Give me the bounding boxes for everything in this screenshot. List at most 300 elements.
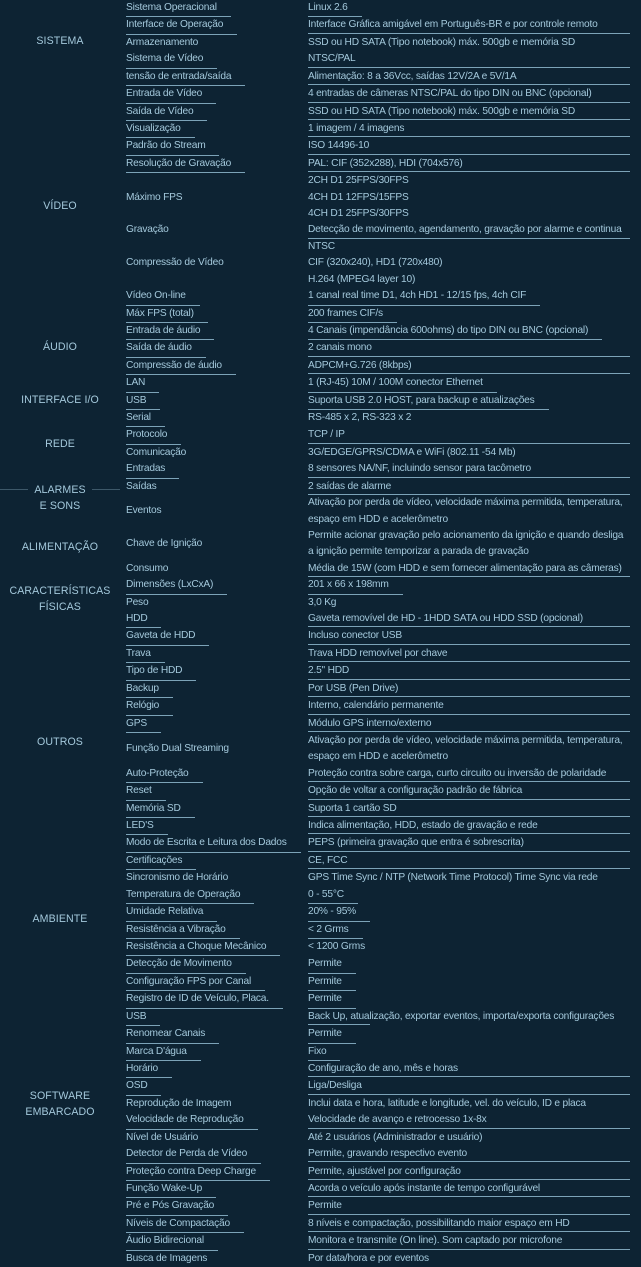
spec-label: Reprodução de Imagem bbox=[126, 1097, 232, 1109]
spec-label: Máx FPS (total) bbox=[126, 306, 208, 323]
spec-row bbox=[126, 783, 641, 800]
spec-value: 3,0 Kg bbox=[308, 596, 337, 608]
category-label-outros bbox=[0, 734, 120, 750]
spec-row bbox=[126, 1164, 641, 1181]
spec-label: Auto-Proteção bbox=[126, 766, 203, 783]
spec-value-cell bbox=[308, 1198, 630, 1215]
spec-value-text: Permite bbox=[308, 956, 356, 973]
spec-value: Alimentação: 8 a 36Vcc, saídas 12V/2A e 5V/1A bbox=[308, 69, 630, 85]
spec-value: Ativação por perda de vídeo, velocidade máxima permitida, temperatura, bbox=[308, 497, 623, 509]
spec-label: LED'S bbox=[126, 818, 168, 835]
spec-value: 2.5" HDD bbox=[308, 663, 630, 679]
spec-label-cell bbox=[126, 1078, 308, 1095]
category-text-line: ALIMENTAÇÃO bbox=[21, 541, 99, 554]
spec-row bbox=[126, 17, 641, 34]
spec-label-cell bbox=[126, 1216, 308, 1233]
spec-row bbox=[126, 495, 641, 528]
spec-row bbox=[126, 461, 641, 478]
spec-value: Incluso conector USB bbox=[308, 628, 630, 644]
spec-label: Padrão do Stream bbox=[126, 138, 219, 155]
category-label-video bbox=[0, 198, 120, 214]
spec-value bbox=[308, 288, 630, 304]
spec-value: NTSC/PAL bbox=[308, 51, 630, 67]
spec-label-cell bbox=[126, 445, 308, 461]
spec-value-cell bbox=[308, 577, 630, 594]
spec-value: Velocidade de avanço e retrocesso 1x-8x bbox=[308, 1112, 630, 1128]
category-text-line: E SONS bbox=[39, 499, 81, 512]
spec-value: CIF (320x240), HD1 (720x480) bbox=[308, 257, 443, 269]
spec-label: Trava bbox=[126, 646, 165, 663]
spec-label-cell bbox=[126, 853, 308, 870]
spec-value: Configuração de ano, mês e horas bbox=[308, 1061, 630, 1077]
spec-label: Saídas bbox=[126, 480, 157, 492]
spec-value-cell bbox=[308, 818, 630, 835]
spec-value-cell bbox=[308, 156, 630, 173]
spec-value: Trava HDD removível por chave bbox=[308, 646, 630, 662]
section-interface-io bbox=[0, 375, 641, 427]
spec-value: Back Up, atualização, exportar eventos, importa/exporta configurações bbox=[308, 1009, 630, 1025]
category-label-audio bbox=[0, 339, 120, 355]
spec-label-cell bbox=[126, 17, 308, 34]
spec-row bbox=[126, 681, 641, 698]
category-text-line: AMBIENTE bbox=[32, 912, 88, 925]
section-outros bbox=[0, 611, 641, 887]
spec-value: ADPCM+G.726 (8kbps) bbox=[308, 358, 630, 374]
spec-label: Backup bbox=[126, 681, 173, 698]
spec-value bbox=[308, 1044, 630, 1060]
spec-label-cell bbox=[126, 801, 308, 818]
section-caracteristicas-fisicas bbox=[0, 577, 641, 611]
spec-value: H.264 (MPEG4 layer 10) bbox=[308, 273, 416, 285]
spec-label-cell bbox=[126, 288, 308, 305]
spec-label-cell bbox=[126, 427, 308, 444]
spec-label-cell bbox=[126, 1026, 308, 1043]
spec-label-cell bbox=[126, 939, 308, 956]
spec-value-cell bbox=[308, 561, 630, 577]
spec-row bbox=[126, 358, 641, 375]
spec-row bbox=[126, 121, 641, 138]
spec-label: Detecção de Movimento bbox=[126, 956, 246, 973]
spec-value-cell bbox=[308, 1112, 630, 1129]
spec-label: Temperatura de Operação bbox=[126, 887, 254, 904]
spec-value-text: Permite bbox=[308, 991, 356, 1008]
spec-row bbox=[126, 991, 641, 1008]
spec-row bbox=[126, 410, 641, 427]
spec-label: Sincronismo de Horário bbox=[126, 872, 229, 884]
spec-label: OSD bbox=[126, 1078, 161, 1095]
spec-label-cell bbox=[126, 358, 308, 375]
category-text-line: ÁUDIO bbox=[42, 341, 78, 354]
section-alimentacao bbox=[0, 528, 641, 577]
spec-value bbox=[308, 991, 630, 1007]
spec-label: Certificações bbox=[126, 853, 196, 870]
spec-value-cell bbox=[308, 17, 630, 34]
spec-row bbox=[126, 288, 641, 305]
spec-value-cell bbox=[308, 1130, 630, 1146]
spec-label-cell bbox=[126, 611, 308, 628]
spec-value: 4CH D1 25FPS/30FPS bbox=[308, 208, 409, 220]
spec-value-cell bbox=[308, 646, 630, 663]
spec-value-cell bbox=[308, 288, 630, 305]
spec-label-cell bbox=[126, 595, 308, 611]
category-text bbox=[0, 1104, 120, 1120]
spec-label: Visualização bbox=[126, 121, 195, 138]
spec-row bbox=[126, 922, 641, 939]
spec-row bbox=[126, 1112, 641, 1129]
spec-label: Relógio bbox=[126, 698, 173, 715]
spec-value-cell bbox=[308, 35, 630, 51]
spec-label: Vídeo On-line bbox=[126, 288, 200, 305]
spec-row bbox=[126, 1130, 641, 1146]
spec-value: Ativação por perda de vídeo, velocidade máxima permitida, temperatura, bbox=[308, 734, 623, 746]
spec-value: SSD ou HD SATA (Tipo notebook) máx. 500gb e memória SD bbox=[308, 36, 576, 48]
spec-label: Gravação bbox=[126, 224, 169, 236]
spec-value bbox=[308, 393, 630, 409]
spec-value-cell bbox=[308, 1078, 630, 1095]
spec-value-cell bbox=[308, 611, 630, 628]
spec-row bbox=[126, 1009, 641, 1026]
spec-value-cell bbox=[308, 716, 630, 733]
spec-value: 8 sensores NA/NF, incluindo sensor para tacômetro bbox=[308, 461, 630, 477]
spec-value-cell bbox=[308, 0, 630, 17]
spec-value-cell bbox=[308, 733, 630, 766]
spec-value-text: Suporta USB 2.0 HOST, para backup e atualizações bbox=[308, 393, 549, 410]
spec-row bbox=[126, 1251, 641, 1267]
spec-value-cell bbox=[308, 222, 630, 238]
spec-label-cell bbox=[126, 104, 308, 121]
spec-value-text: Permite bbox=[308, 974, 356, 991]
spec-value-cell bbox=[308, 138, 630, 155]
spec-value-cell bbox=[308, 595, 630, 611]
spec-row bbox=[126, 1181, 641, 1198]
spec-label: Saída de Vídeo bbox=[126, 104, 207, 121]
spec-row bbox=[126, 528, 641, 561]
spec-label: Memória SD bbox=[126, 801, 195, 818]
spec-value-cell bbox=[308, 358, 630, 375]
spec-value: GPS Time Sync / NTP (Network Time Protocol) Time Sync via rede bbox=[308, 872, 598, 884]
spec-value-cell bbox=[308, 1026, 630, 1043]
spec-value-cell bbox=[308, 495, 630, 528]
spec-row bbox=[126, 646, 641, 663]
spec-label-cell bbox=[126, 173, 308, 222]
spec-label-cell bbox=[126, 495, 308, 528]
spec-value: 8 níveis e compactação, possibilitando maior espaço em HD bbox=[308, 1216, 630, 1232]
spec-value: NTSC bbox=[308, 240, 335, 252]
spec-label: Marca D'água bbox=[126, 1044, 201, 1061]
spec-row bbox=[126, 35, 641, 51]
spec-row bbox=[126, 393, 641, 410]
spec-label: HDD bbox=[126, 611, 161, 628]
spec-row bbox=[126, 766, 641, 783]
category-label-alimentacao bbox=[0, 539, 120, 555]
spec-value bbox=[308, 375, 630, 391]
spec-row bbox=[126, 835, 641, 852]
spec-label: Gaveta de HDD bbox=[126, 628, 209, 645]
spec-row bbox=[126, 974, 641, 991]
spec-value: PEPS (primeira gravação que entra é sobrescrita) bbox=[308, 835, 630, 851]
spec-value bbox=[308, 577, 630, 593]
spec-value: Detecção de movimento, agendamento, gravação por alarme e continua bbox=[308, 222, 630, 238]
spec-label-cell bbox=[126, 974, 308, 991]
spec-label: Armazenamento bbox=[126, 36, 199, 48]
spec-value: Até 2 usuários (Administrador e usuário) bbox=[308, 1131, 483, 1143]
spec-label: Configuração FPS por Canal bbox=[126, 974, 265, 991]
category-label-sistema bbox=[0, 33, 120, 49]
spec-value: < 1200 Grms bbox=[308, 941, 365, 953]
spec-label: Função Dual Streaming bbox=[126, 743, 229, 755]
spec-label: Chave de Ignição bbox=[126, 538, 203, 550]
spec-value-cell bbox=[308, 410, 630, 427]
spec-value: SSD ou HD SATA (Tipo notebook) máx. 500gb e memória SD bbox=[308, 104, 630, 120]
category-text bbox=[0, 539, 120, 555]
spec-label-cell bbox=[126, 681, 308, 698]
spec-value: Indica alimentação, HDD, estado de gravação e rede bbox=[308, 818, 630, 834]
spec-value-cell bbox=[308, 870, 630, 886]
category-text bbox=[0, 339, 120, 355]
category-text-line: VÍDEO bbox=[43, 199, 77, 212]
spec-value-cell bbox=[308, 681, 630, 698]
spec-label: Entradas bbox=[126, 461, 179, 478]
spec-label-cell bbox=[126, 1009, 308, 1026]
spec-label: Reset bbox=[126, 783, 166, 800]
spec-value-text: 0 - 55°C bbox=[308, 887, 358, 904]
spec-value: 1 imagem / 4 imagens bbox=[308, 121, 630, 137]
spec-label-cell bbox=[126, 1233, 308, 1250]
spec-value-cell bbox=[308, 1146, 630, 1163]
spec-row bbox=[126, 104, 641, 121]
spec-label: Proteção contra Deep Charge bbox=[126, 1164, 270, 1181]
category-label-software-embarcado bbox=[0, 1088, 120, 1120]
spec-value: Interface Gráfica amigável em Português-BR e por controle remoto bbox=[308, 17, 630, 33]
spec-value: a ignição permite temporizar a parada de gravação bbox=[308, 546, 529, 558]
spec-value-cell bbox=[308, 1233, 630, 1250]
spec-label-cell bbox=[126, 1164, 308, 1181]
spec-row bbox=[126, 479, 641, 495]
spec-value: 3G/EDGE/GPRS/CDMA e WiFi (802.11 -54 Mb) bbox=[308, 446, 516, 458]
spec-value: Média de 15W (com HDD e sem fornecer alimentação para as câmeras) bbox=[308, 561, 630, 577]
spec-value: Opção de voltar a configuração padrão de fábrica bbox=[308, 783, 630, 799]
spec-label-cell bbox=[126, 887, 308, 904]
section-software-embarcado bbox=[0, 956, 641, 1267]
spec-value-cell bbox=[308, 427, 630, 444]
spec-value-cell bbox=[308, 461, 630, 478]
spec-value bbox=[308, 1026, 630, 1042]
spec-row bbox=[126, 222, 641, 238]
spec-label: Renomear Canais bbox=[126, 1026, 219, 1043]
spec-value-cell bbox=[308, 86, 630, 103]
spec-value: Interno, calendário permanente bbox=[308, 698, 630, 714]
spec-row bbox=[126, 887, 641, 904]
spec-row bbox=[126, 138, 641, 155]
spec-label-cell bbox=[126, 577, 308, 594]
spec-value-cell bbox=[308, 904, 630, 921]
section-video bbox=[0, 173, 641, 323]
spec-label-cell bbox=[126, 1112, 308, 1129]
spec-label-cell bbox=[126, 69, 308, 86]
category-text bbox=[0, 198, 120, 214]
spec-value: Monitora e transmite (On line). Som captado por microfone bbox=[308, 1233, 630, 1249]
spec-row bbox=[126, 663, 641, 680]
spec-label-cell bbox=[126, 870, 308, 886]
spec-row bbox=[126, 818, 641, 835]
spec-value bbox=[308, 956, 630, 972]
spec-label: Sistema Operacional bbox=[126, 0, 231, 17]
spec-row bbox=[126, 239, 641, 288]
spec-value-cell bbox=[308, 1044, 630, 1061]
spec-label-cell bbox=[126, 479, 308, 495]
spec-label: Comunicação bbox=[126, 446, 187, 458]
spec-label: Tipo de HDD bbox=[126, 663, 196, 680]
spec-row bbox=[126, 853, 641, 870]
spec-label-cell bbox=[126, 410, 308, 427]
spec-label: Saída de áudio bbox=[126, 340, 206, 357]
spec-label: Pré e Pós Gravação bbox=[126, 1198, 228, 1215]
spec-value-cell bbox=[308, 340, 630, 357]
spec-value bbox=[308, 974, 630, 990]
category-text-line: EMBARCADO bbox=[25, 1105, 95, 1118]
spec-label-cell bbox=[126, 646, 308, 663]
spec-value-text: < 2 Grms bbox=[308, 922, 363, 939]
spec-value-cell bbox=[308, 887, 630, 904]
category-text bbox=[0, 498, 120, 514]
spec-label-cell bbox=[126, 716, 308, 733]
spec-value-cell bbox=[308, 663, 630, 680]
category-text-line: OUTROS bbox=[37, 736, 83, 749]
spec-label: Função Wake-Up bbox=[126, 1181, 216, 1198]
spec-label-cell bbox=[126, 663, 308, 680]
section-rows bbox=[0, 173, 641, 323]
spec-label-cell bbox=[126, 561, 308, 577]
spec-value-text: 4 Canais (impendância 600ohms) do tipo DIN ou BNC (opcional) bbox=[308, 323, 602, 340]
spec-value-cell bbox=[308, 479, 630, 495]
spec-value: espaço em HDD e acelerômetro bbox=[308, 751, 448, 763]
category-text-line: REDE bbox=[45, 437, 75, 450]
spec-value: Permite, gravando respectivo evento bbox=[308, 1146, 630, 1162]
spec-row bbox=[126, 595, 641, 611]
category-text bbox=[0, 1088, 120, 1104]
spec-row bbox=[126, 870, 641, 886]
spec-row bbox=[126, 375, 641, 392]
spec-value-cell bbox=[308, 922, 630, 939]
spec-value-cell bbox=[308, 835, 630, 852]
spec-label: Detector de Perda de Vídeo bbox=[126, 1146, 261, 1163]
spec-row bbox=[126, 445, 641, 461]
spec-label: Umidade Relativa bbox=[126, 904, 217, 921]
spec-value-text: 1 canal real time D1, 4ch HD1 - 12/15 fps, 4ch CIF bbox=[308, 288, 540, 305]
category-text-line: INTERFACE I/O bbox=[21, 393, 99, 406]
category-text bbox=[0, 482, 120, 498]
section-ambiente bbox=[0, 887, 641, 957]
spec-value bbox=[308, 922, 630, 938]
spec-row bbox=[126, 577, 641, 594]
spec-value-cell bbox=[308, 939, 630, 956]
spec-value-cell bbox=[308, 1009, 630, 1026]
spec-label: Áudio Bidirecional bbox=[126, 1233, 218, 1250]
spec-value-cell bbox=[308, 173, 630, 222]
spec-value: Gaveta removível de HD - 1HDD SATA ou HDD SSD (opcional) bbox=[308, 611, 630, 627]
spec-value: 2CH D1 25FPS/30FPS bbox=[308, 175, 409, 187]
category-label-rede bbox=[0, 436, 120, 452]
category-text bbox=[0, 33, 120, 49]
spec-label: Modo de Escrita e Leitura dos Dados bbox=[126, 835, 301, 852]
spec-value-text: Fixo bbox=[308, 1044, 340, 1061]
spec-label: Compressão de Vídeo bbox=[126, 257, 224, 269]
spec-label: Entrada de Vídeo bbox=[126, 86, 216, 103]
spec-value-cell bbox=[308, 393, 630, 410]
spec-value: 2 saídas de alarme bbox=[308, 479, 630, 495]
spec-label: Nível de Usuário bbox=[126, 1131, 199, 1143]
spec-row bbox=[126, 173, 641, 222]
spec-value-cell bbox=[308, 1216, 630, 1233]
spec-value-cell bbox=[308, 1096, 630, 1112]
spec-value-cell bbox=[308, 69, 630, 86]
spec-label: Resistência a Vibração bbox=[126, 922, 240, 939]
spec-row bbox=[126, 427, 641, 444]
spec-label-cell bbox=[126, 783, 308, 800]
spec-value: Por data/hora e por eventos bbox=[308, 1252, 429, 1264]
spec-row bbox=[126, 733, 641, 766]
spec-value: CE, FCC bbox=[308, 853, 630, 869]
spec-label: Máximo FPS bbox=[126, 191, 183, 203]
spec-value: RS-485 x 2, RS-323 x 2 bbox=[308, 412, 412, 424]
spec-row bbox=[126, 561, 641, 577]
spec-value-cell bbox=[308, 783, 630, 800]
spec-row bbox=[126, 306, 641, 323]
category-text-line: CARACTERÍSTICAS bbox=[9, 584, 111, 597]
spec-value-cell bbox=[308, 956, 630, 973]
spec-value-cell bbox=[308, 766, 630, 783]
category-text-line: SOFTWARE bbox=[29, 1089, 91, 1102]
category-text bbox=[0, 583, 120, 599]
spec-value-cell bbox=[308, 974, 630, 991]
spec-value-text: Linux 2.6 bbox=[308, 0, 362, 17]
spec-label-cell bbox=[126, 306, 308, 323]
category-text bbox=[0, 392, 120, 408]
spec-value-cell bbox=[308, 239, 630, 288]
spec-row bbox=[126, 340, 641, 357]
spec-value: TCP / IP bbox=[308, 427, 630, 443]
section-alarmes-e-sons bbox=[0, 461, 641, 528]
spec-label: tensão de entrada/saída bbox=[126, 69, 245, 86]
spec-row bbox=[126, 86, 641, 103]
spec-value-text: 200 frames CIF/s bbox=[308, 306, 397, 323]
spec-label: Horário bbox=[126, 1061, 172, 1078]
spec-label-cell bbox=[126, 138, 308, 155]
spec-label: LAN bbox=[126, 375, 159, 392]
spec-label-cell bbox=[126, 340, 308, 357]
spec-row bbox=[126, 1044, 641, 1061]
spec-label-cell bbox=[126, 1146, 308, 1163]
spec-value-cell bbox=[308, 51, 630, 68]
spec-label: Resolução de Gravação bbox=[126, 156, 245, 173]
spec-value: Proteção contra sobre carga, curto circuito ou inversão de polaridade bbox=[308, 766, 630, 782]
spec-value-text: 1 (RJ-45) 10M / 100M conector Ethernet bbox=[308, 375, 497, 392]
spec-label-cell bbox=[126, 156, 308, 173]
spec-row bbox=[126, 1078, 641, 1095]
spec-label-cell bbox=[126, 818, 308, 835]
spec-label-cell bbox=[126, 461, 308, 478]
spec-label: Serial bbox=[126, 410, 165, 427]
spec-label-cell bbox=[126, 1181, 308, 1198]
spec-value: Inclui data e hora, latitude e longitude, vel. do veículo, ID e placa bbox=[308, 1097, 586, 1109]
category-text-line: SISTEMA bbox=[36, 34, 84, 47]
spec-label: Entrada de áudio bbox=[126, 323, 214, 340]
category-text bbox=[0, 734, 120, 750]
spec-row bbox=[126, 1216, 641, 1233]
spec-label-cell bbox=[126, 1251, 308, 1267]
spec-label: GPS bbox=[126, 716, 161, 733]
spec-label-cell bbox=[126, 904, 308, 921]
